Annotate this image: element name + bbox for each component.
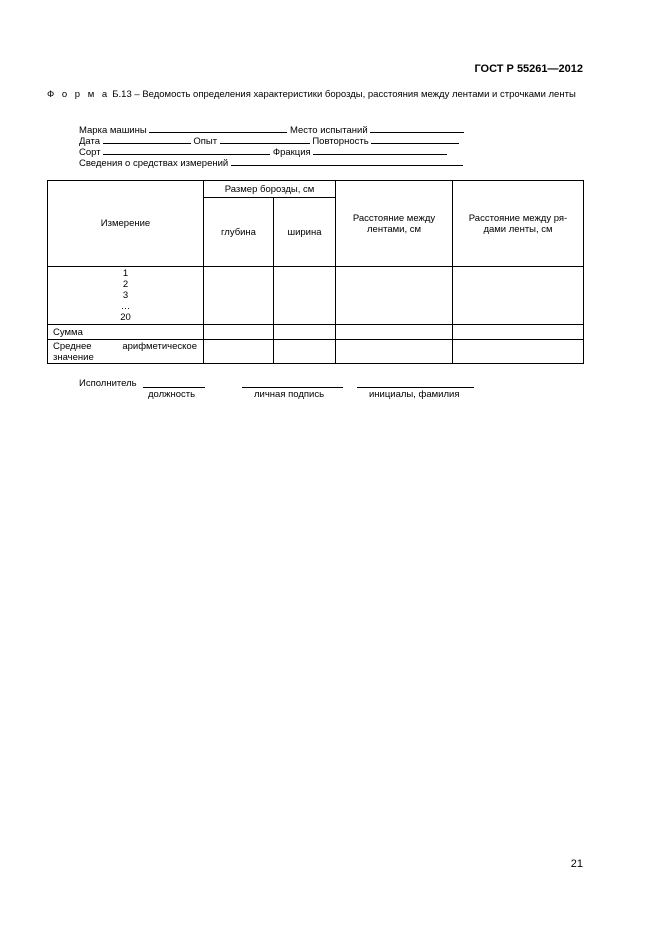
header-depth: глубина	[204, 198, 274, 267]
mean-word-2: арифметическое	[122, 340, 197, 352]
field-trial-label: Опыт	[193, 136, 218, 147]
standard-number: ГОСТ Р 55261—2012	[474, 63, 583, 75]
field-row-4	[79, 156, 463, 169]
field-fraction-line	[313, 145, 447, 155]
row-number-20: 20	[120, 312, 131, 323]
mean-depth-cell	[204, 340, 274, 364]
sum-between-tapes-cell	[336, 325, 453, 340]
page-number: 21	[570, 858, 583, 870]
mean-between-rows-cell	[453, 340, 584, 364]
data-between-tapes-cell	[336, 267, 453, 325]
field-sort-label: Сорт	[79, 147, 101, 158]
field-brand-label: Марка машины	[79, 125, 147, 136]
row-number-2: 2	[122, 279, 129, 290]
signature-line	[242, 387, 343, 388]
mean-word-3: значение	[53, 351, 94, 363]
header-width: ширина	[274, 198, 336, 267]
mean-label	[48, 340, 204, 364]
data-between-rows-cell	[453, 267, 584, 325]
field-instruments-line	[231, 156, 463, 166]
field-fraction-label: Фракция	[272, 147, 311, 158]
sum-depth-cell	[204, 325, 274, 340]
data-width-cell	[274, 267, 336, 325]
executor-label: Исполнитель	[79, 378, 137, 389]
row-number-ellipsis: …	[120, 301, 131, 312]
field-place-label: Место испытаний	[289, 125, 368, 136]
mean-width-cell	[274, 340, 336, 364]
rows-cell	[48, 267, 204, 325]
sum-width-cell	[274, 325, 336, 340]
sum-between-rows-cell	[453, 325, 584, 340]
header-furrow-size: Размер борозды, см	[204, 181, 336, 198]
field-instruments-label: Сведения о средствах измерений	[79, 158, 229, 169]
field-place-line	[370, 123, 464, 133]
measurement-table	[47, 180, 584, 364]
header-between-rows: Расстояние между ря-дами ленты, см	[453, 181, 584, 267]
caption-prefix: Ф о р м а	[47, 89, 110, 100]
data-depth-cell	[204, 267, 274, 325]
mean-between-tapes-cell	[336, 340, 453, 364]
initials-line	[357, 387, 474, 388]
form-caption	[47, 89, 583, 101]
field-brand-line	[149, 123, 287, 133]
field-trial-line	[220, 134, 310, 144]
row-number-1: 1	[122, 268, 129, 279]
field-repeat-line	[371, 134, 459, 144]
position-caption: должность	[148, 389, 196, 400]
sum-label: Сумма	[48, 325, 204, 340]
caption-text: Б.13 – Ведомость определения характеристики борозды, расстояния между лентами и строчками ленты	[109, 89, 576, 100]
field-sort-line	[103, 145, 270, 155]
row-number-3: 3	[122, 290, 129, 301]
signature-caption: личная подпись	[254, 389, 325, 400]
field-date-line	[103, 134, 191, 144]
initials-caption: инициалы, фамилия	[369, 389, 460, 400]
field-date-label: Дата	[79, 136, 101, 147]
header-between-tapes: Расстояние между лентами, см	[336, 181, 453, 267]
header-measurement: Измерение	[48, 181, 204, 267]
mean-word-1: Среднее	[53, 340, 92, 352]
position-line	[143, 387, 205, 388]
field-repeat-label: Повторность	[312, 136, 369, 147]
